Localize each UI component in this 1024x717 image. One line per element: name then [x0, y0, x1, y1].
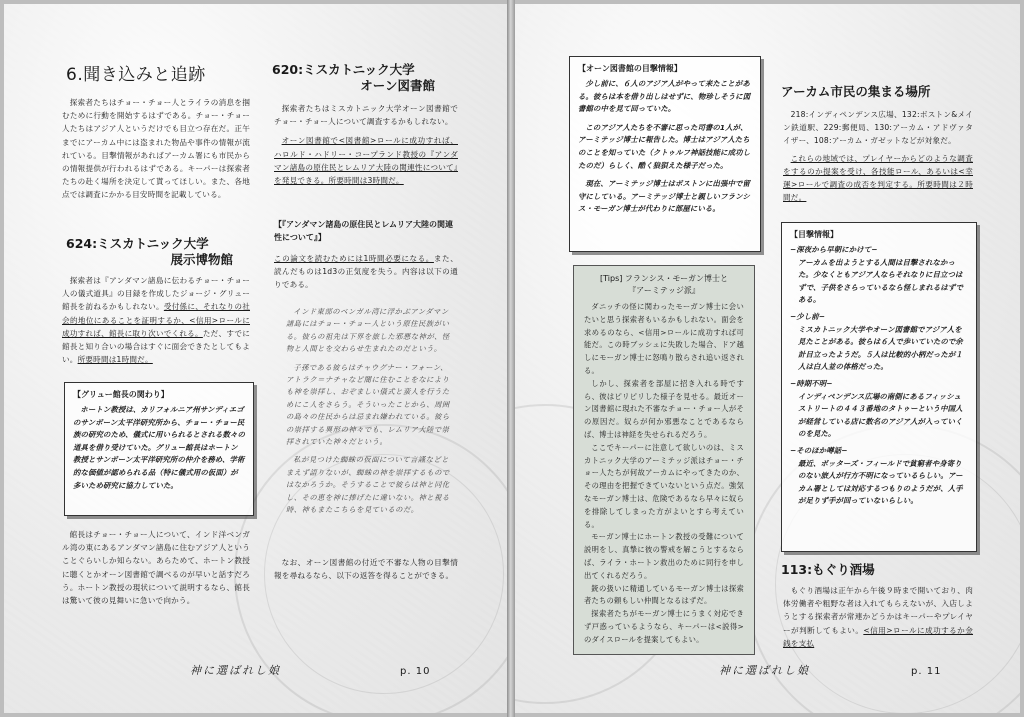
tavern-heading: 113:もぐり酒場	[781, 562, 875, 577]
tavern-text-main: もぐり酒場は正午から午後９時まで開いており、肉体労働者や粗野な者は入れてもらえないが、入店しようとする探索者が常連かどうかはキーパーやプレイヤーが判断してもよい。	[783, 586, 973, 635]
witness-label-3: −時期不明−	[790, 378, 833, 388]
chapter-title: 6.聞き込みと追跡	[66, 65, 206, 85]
paper-handout	[286, 306, 454, 517]
library-closing-text: なお、オーン図書館の付近で不審な人物の目撃情報を尋ねるなら、以下の返答を得ることができる。	[274, 558, 458, 581]
arkham-places: 218:インディペンデンス広場、132:ボストン&メイン鉄道駅、229:郵便局、130:アーカム・アドヴァタイザー、108:アーカム・ガゼットなどが対象だ。	[783, 110, 973, 146]
arkham-heading: アーカム市民の集まる場所	[781, 84, 931, 99]
witness-box-title: 【目撃情報】	[790, 230, 838, 239]
tips-paragraph-2: しかし、探索者を部屋に招き入れる時ですら、彼はピリピリした様子を見せる。最近オーン図書館に現れた不審なチョー・チョー人がその原因だ。奴らが何か邪悪なことであるならば、博士は神経を失せられるだろう。	[584, 378, 744, 439]
orne-box-text-1: 少し前に、６人のアジア人がやって来たことがある。彼らは本を借り出しはせずに、物珍しそうに図書館の中を見て回っていた。	[578, 79, 751, 114]
library-text-a: 探索者たちはミスカトニック大学オーン図書館でチョー・チョー人について調査するかもしれない。	[274, 104, 458, 127]
library-heading	[272, 62, 457, 94]
museum-heading-line1: 624:ミスカトニック大学	[66, 236, 209, 251]
handout-paragraph-3: 私が見つけた蜘蛛の仮面について言謹などとまえず語りないが、蜘蛛の神を崇拝するものではなかろうか。そうすることで彼らは神と同化し、その恵を神に捧げたに違いない。神と視る時、神もまたこちらを見ているのだ。	[286, 455, 450, 515]
museum-text-b: ただ、すでに館長と知り合いの場合はすぐに面会できたとしてもよい。	[62, 328, 250, 365]
page-left	[4, 4, 507, 713]
museum-heading-line2: 展示博物館	[170, 252, 233, 267]
museum-text-underline-1: 受付係に、それなりの社会的地位にあることを証明するか、<信用>ロールに成功すれば、館長に取り次いでくれる。	[62, 302, 250, 338]
grew-box-text: ホートン教授は、カリフォルニア州サンディエゴのサンボーン太平洋研究所から、チョー・チョー民族の研究のため、儀式に用いられるとされる数々の道具を借り受けていた。グリュー館長はホートン教授とサンボーン太平洋研究所の仲介を務め、学術的な価値が認められる品（特に儀式用の仮面）が多いため研究に協力していた。	[73, 405, 245, 490]
curator-text: 館長はチョー・チョー人について、インド洋ベンガル湾の東にあるアンダマン諸島に住むアジア人ということぐらいしか知らない。あらためて、ホートン教授に聴くとかオーン図書館で調べるのが早いと話すだろう。ホートン教授の現状について説明するなら、館長は驚いて彼の見舞いに急いで向かう。	[62, 530, 250, 606]
book-text-rest: また、読んだものは1d3の正気度を失う。内容は以下の通りである。	[274, 254, 458, 290]
handout-paragraph-2: 子孫である彼らはチャウグナー・フォーン、アトラク＝ナチャなど闇に住むことをなによりも神を崇拝し、おぞましい儀式と蛮人を行うためにこ人をさらう。そういったことから、周囲の島々の住民からは忌まれ嫌われている。彼らの崇拝する異形の神々でも、レムリア大陸で崇拝されていた神々だという。	[286, 362, 450, 447]
footer-title: 神に選ばれし娘	[719, 664, 810, 677]
tavern-text	[783, 584, 973, 650]
tips-paragraph-1: ダニッチの怪に関わったモーガン博士に会いたいと思う探索者もいるかもしれない。面会を求めるのなら、<信用>ロールに成功すれば可能だ。この時ブッシュに失敗した場合、ドア越しにモーガン博士に怒鳴り散らされ追い返される。	[584, 302, 744, 375]
museum-text-underline-2: 所要時間は1時間だ。	[77, 355, 153, 365]
tips-body	[584, 301, 744, 647]
witness-entry-2: ミスカトニック大学やオーン図書館でアジア人を見たことがある。彼らは６人で歩いていたので余計目立ったようだ。５人は比較的小柄だったが１人は白人並の体格だった。	[798, 324, 963, 372]
library-heading-line2: オーン図書館	[360, 78, 435, 93]
page-number: p. 10	[400, 666, 431, 677]
intro-text: 探索者たちはチョー・チョー人とライラの消息を掴むために行動を開始するはずである。チョー・チョー人たちはアジア人というだけでも目立つ存在だ。正午までにアーカム中には盗まれた物品や事件の情報が流れている。目撃情報があればアーカム署にも市民からの情報提供が行われるはずである。キーパーは探索者たちの赴く場所を決定して貰ってほしい。また、各地点では調査にかかる目安時間を記載している。	[62, 98, 250, 200]
book-spine	[507, 0, 515, 717]
book-text	[274, 252, 458, 292]
tips-paragraph-3: ここでキーパーに注意して欲しいのは、ミスカトニック大学のアーミテッジ派はチョー・チョー人たちが何故アーカムにやってきたのか、その理由を把握できていないという点だ。強気なモーガン博士は、危険であるなら早々に奴らを排除してしまった方がよいとすら考えている。	[584, 442, 744, 529]
witness-box-body	[790, 244, 968, 508]
witness-label-1: −深夜から早朝にかけて−	[790, 245, 878, 254]
museum-heading	[66, 236, 251, 268]
witness-label-2: −少し前−	[790, 311, 826, 321]
witness-entry-3: インディペンデンス広場の南側にあるフィッシュストリートの４４３番地のタトゥーという中国人が経営している店に数名のアジア人が入っていくのを見た。	[798, 391, 963, 439]
tips-title-line2: 『アーミテッジ派』	[628, 286, 700, 295]
grew-box	[64, 382, 254, 516]
orne-witness-box	[569, 56, 761, 252]
orne-box-text-2: このアジア人たちを不審に思った司書の1人が、アーミテッジ博士に報告した。博士はアジア人たちのことを知っていた（クトゥルフ神話技能に成功したのだ）らしく、酷く狼狽えた様子だった。	[578, 122, 751, 170]
page-right	[515, 4, 1020, 713]
museum-text-a: 探索者は『アンダマン諸島に伝わるチョー・チョー人の儀式道具』の目録を作成したジョージ・グリュー館長を訪ねるかもしれない。	[62, 276, 250, 312]
arkham-text-underline: これらの地域では、プレイヤーからどのような調査をするのか提案を受け、各技能ロール、あるいは<幸運>ロールで調査の成否を判定する。所要時間は２時間だ。	[783, 153, 973, 203]
museum-text	[62, 274, 250, 366]
tips-paragraph-5: 銃の扱いに精通しているモーガン博士は探索者たちの頼もしい仲間となるはずだ。	[584, 583, 744, 606]
tips-title	[584, 273, 744, 297]
page-number: p. 11	[911, 666, 942, 677]
library-text-underline: オーン図書館で<図書館>ロールに成功すれば、ハロルド・ハドリー・コープランド教授の『アンダマン諸島の原住民とレムリア大陸の関連性について』を発見できる。所要時間は3時間だ。	[274, 136, 458, 186]
tavern-text-underline: <信用>ロールに成功するか金銭を支払	[783, 625, 974, 648]
arkham-text	[783, 108, 973, 204]
witness-label-4: −そのほか噂話−	[790, 445, 848, 455]
library-text	[274, 102, 458, 187]
tips-box	[573, 265, 755, 655]
footer-title: 神に選ばれし娘	[190, 664, 281, 677]
grew-box-title: 【グリュー館長の関わり】	[73, 390, 169, 399]
library-heading-line1: 620:ミスカトニック大学	[272, 62, 415, 77]
witness-entry-1: アーカムを出ようとする人間は目撃されなかった。少なくともアジア人ならそれなりに目立つはずで、子供をさらっているなら怪しまれるはずである。	[798, 257, 964, 305]
book-text-underline: この論文を読むためには1時間必要になる。	[274, 254, 434, 263]
book-title: 【『アンダマン諸島の原住民とレムリア大陸の関連性について』】	[274, 220, 454, 242]
witness-box	[781, 222, 977, 552]
tips-title-line1: [Tips] フランシス・モーガン博士と	[600, 274, 728, 283]
witness-entry-4: 最近、ボッターズ・フィールドで貧窮者や身寄りのない旅人が行方不明になっているらしい。アーカム署としては対応するつもりのようだが、人手が足りず手が回っていないらしい。	[798, 458, 963, 506]
tips-paragraph-6: 探索者たちがモーガン博士にうまく対応できず戸惑っているようなら、キーパーは<説得>のダイスロールを提案してもよい。	[584, 609, 744, 644]
handout-paragraph-1: インド東部のベンガル湾に浮かぶアンダマン諸島にはチョー・チョー人という原住民族がいる。彼らの祖先は下界を旅した邪悪な神が、怪物と人間とを交わらせ生まれたのだという。	[286, 307, 450, 354]
orne-box-title: 【オーン図書館の目撃情報】	[578, 64, 682, 73]
orne-box-text-3: 現在、アーミテッジ博士はボストンに出張中で留守にしている。アーミテッジ博士と親しいフランシス・モーガン博士が代わりに部屋にいる。	[578, 179, 750, 214]
tips-paragraph-4: モーガン博士にホートン教授の受難について説明をし、真摯に彼の警戒を解こうとするならば、ライラ・ホートン救出のために同行を申し出てくれるだろう。	[584, 532, 744, 580]
